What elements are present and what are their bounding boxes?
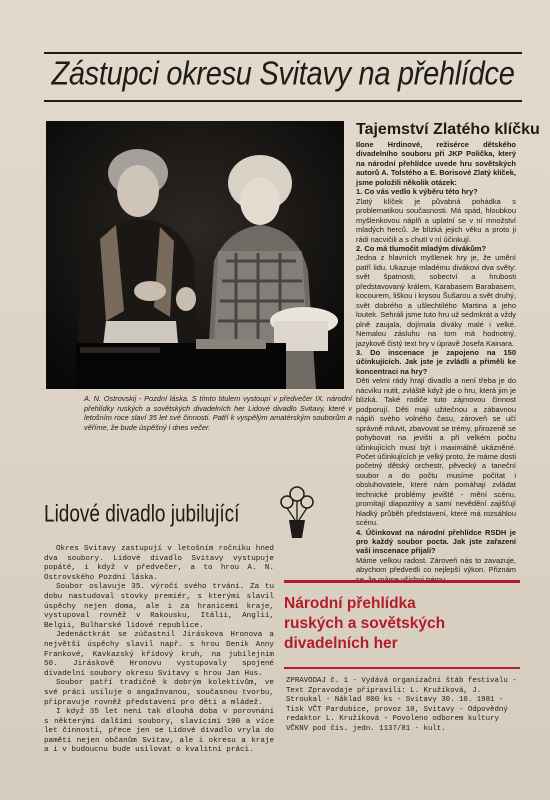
- theatre-photo: [46, 121, 344, 389]
- photo-caption: A. N. Ostrovskij - Pozdní láska. S tímto titulem vystoupí v předvečer IX. národní přehlídky ruských a sovětských divadelních her Lidové divadlo Svitavy, které v letošním roce slaví 35 let své činnosti. Patří k vyspělým amatérským souborům a věříme, že bude úspěšný i dnes večer.: [84, 394, 352, 432]
- jubilee-paragraph: Soubor patří tradičně k dobrým kolektivům, ve své práci usiluje o angažovanou, současnou tvorbu, připravuje rovněž představení pro děti a mládež.: [44, 679, 274, 707]
- interview-answer: Děti velmi rády hrají divadlo a není třeba je do nácviku nutit, zvláště když jde o hru, která jim je blízká. Také rodiče tuto zájmovou činnost podporují. Děti mají užitečnou a zábavnou náplň svého volného času, zároveň se učí správně mluvit, zbavovat se trémy, přirozeně se pohybovat na jevišti a při velkém počtu účinkujících musí být i maximálně ukázněné. Počet účinkujících je velký proto, že máme dosti početný dětský orchestr, pěvecký a taneční soubor a do počtu musíme počítat i obsluhovatele, které nám pomáhají zvládat technické problémy jeviště - mění scénu, promítají diapozitivy a samí nevědění zajišťují hladký průběh představení, které má rozsáhlou scénu.: [356, 376, 516, 528]
- jubilee-paragraph: Okres Svitavy zastupují v letošním ročníku hned dva soubory. Lidové divadlo Svitavy vystupuje popáté, i když v předvečer, a to hrou A. N. Ostrovského Pozdní láska.: [44, 545, 274, 582]
- jubilee-paragraph: I když 35 let není tak dlouhá doba v porovnání s některými dalšími soubory, slavícími 100 a více let činnosti, přece jen se Lidové divadlo vryla do paměti nejen občanům Svitav, ale i okresu a kraje a i v budoucnu bude usilovat o kvalitní práci.: [44, 708, 274, 755]
- interview-question: 1. Co vás vedlo k výběru této hry?: [356, 187, 478, 197]
- jubilee-title: Lidové divadlo jubilující: [44, 501, 240, 528]
- interview-column: [356, 140, 516, 584]
- interview-lead: Ilone Hrdinové, režisérce dětského divadelního souboru při JKP Polička, který na národní přehlídce uvede hru sovětských autorů A. Tolstého a E. Borisové Zlatý klíček, jsme položili několik otázek:: [356, 140, 516, 187]
- interview-title: Tajemství Zlatého klíčku: [356, 121, 540, 138]
- interview-question: 3. Do inscenace je zapojeno na 150 účinkujících. Jak jste je zvládli a přiměli ke koncentraci na hry?: [356, 347, 516, 376]
- interview-answer: Zlatý klíček je půvabná pohádka s problematikou současnosti. Má spád, hloubkou myšlenkovou náplň a uplatní se v ní množství mladých herců. Je blízká jejich věku a proto ji rádi nacvičili a s chutí v ní účinkují.: [356, 196, 516, 244]
- interview-answer: Jedna z hlavních myšlenek hry je, že umění patří lidu. Ukazuje mladému divákovi dva světy: svět špatnosti, sobectví a hrubosti představovaný králem, Karabasem Barabasem, kocourem, liškou i krysou Šušarou a svět druhý, svět dobrého a ušlechtilého Martina a jeho loutek. Sehráli jsme tuto hru už sedmkrát a vždy plně zaujala, dojímala diváky malé i velké. Nemalou zásluhu na tom má hodnotný, jazykově čistý text hry v úpravě Josefa Kainara.: [356, 253, 516, 348]
- interview-answer: Máme velkou radost. Zároveň nás to zavazuje, abychom předvedli co nejlepší výkon. Přiznám se, že máme všichni trému.: [356, 555, 516, 584]
- jubilee-paragraph: Soubor oslavuje 35. výročí svého trvání. Za tu dobu nastudoval stovky premiér, s kterými slavil úspěchy nejen doma, ale i za hranicemi kraje, vystupoval rovněž v Rakousku, Itálii, Anglii, Belgii, Bulharské lidové republice.: [44, 583, 274, 630]
- festival-title-line: divadelních her: [284, 635, 398, 652]
- imprint-text: ZPRAVODAJ č. 1 - Vydává organizační štáb festivalu - Text Zpravodaje připravili: L. Kružíková, J. Stroukal - Náklad 800 ks - Svitavy 30. 10. 1981 - Tisk VČT Pardubice, provoz 10, Svitavy - Odpovědný redaktor L. Kružíková - Povoleno odborem kultury VČKNV pod čís. jedn. 1137/81 - kult.: [286, 677, 517, 733]
- jubilee-body: [44, 545, 274, 756]
- photo-image: [46, 121, 344, 389]
- festival-title: [284, 594, 520, 654]
- jubilee-paragraph: Jedenáctkrát se zúčastnil Jiráskova Hronova a největší úspěchy slavil např. s hrou Deník Anny Frankové, Kavkazský křídový kruh, na jubilejním 50. Jiráskově Hronovu vystupovaly spojené divadelní soubory okresu Svitavy s hrou Jan Hus.: [44, 631, 274, 678]
- festival-title-line: ruských a sovětských: [284, 615, 446, 632]
- flower-vase-icon: [278, 484, 316, 540]
- festival-title-line: Národní přehlídka: [284, 595, 416, 612]
- page-headline: Zástupci okresu Svitavy na přehlídce: [51, 55, 515, 93]
- interview-question: 4. Účinkovat na národní přehlídce RSDH je pro každý soubor pocta. Jak jste zařazení vaší inscenace přijali?: [356, 527, 516, 556]
- headline-rule: [44, 100, 522, 102]
- interview-question: 2. Co má tlumočit mladým divákům?: [356, 243, 487, 253]
